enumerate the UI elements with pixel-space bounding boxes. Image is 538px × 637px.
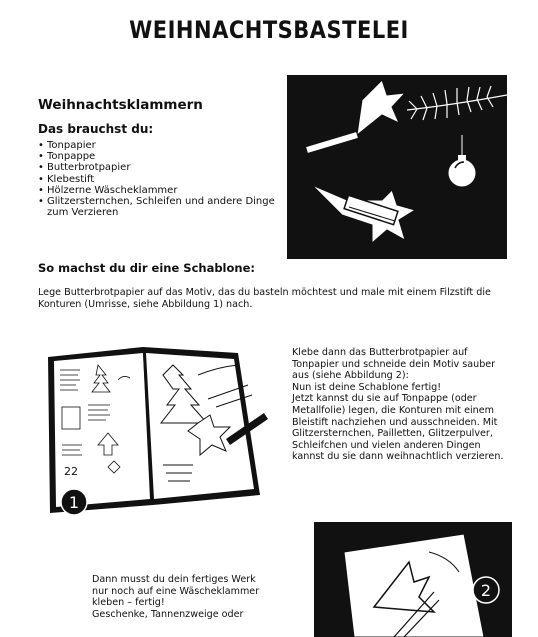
text-line: kleben – fertig! — [92, 597, 165, 609]
list-item: • Hölzerne Wäscheklammer — [38, 185, 278, 196]
section-heading: Weihnachtsklammern — [38, 97, 203, 113]
steps-left-paragraph — [92, 574, 292, 620]
list-item: • Tonpapier — [38, 140, 278, 151]
list-item: • Butterbrotpapier — [38, 162, 278, 173]
materials-heading: Das brauchst du: — [38, 122, 154, 136]
star-clothespin-illustration — [287, 75, 507, 259]
list-item: • Klebestift — [38, 174, 278, 185]
page-title: WEIHNACHTSBASTELEI — [129, 16, 409, 44]
cutting-illustration — [314, 522, 512, 637]
text-line: Nun ist deine Schablone fertig! — [292, 381, 442, 393]
steps-right-paragraph — [292, 347, 514, 463]
text-line: Bleistift nachziehen und ausschneiden. Mit — [292, 416, 498, 428]
list-item: • Glitzersternchen, Schleifen und andere Dinge zum Verzieren — [38, 196, 278, 218]
book-page-number: 22 — [64, 465, 78, 478]
howto-heading: So machst du dir eine Schablone: — [38, 261, 255, 275]
figure-number-2: 2 — [480, 581, 492, 600]
text-line: aus (siehe Abbildung 2): — [292, 370, 409, 382]
text-line: Geschenke, Tannenzweige oder — [92, 608, 244, 620]
text-line: kannst du sie dann weihnachtlich verzieren. — [292, 451, 504, 463]
text-line: Klebe dann das Butterbrotpapier auf — [292, 347, 468, 358]
text-line: nur noch auf eine Wäscheklammer — [92, 585, 260, 597]
intro-paragraph: Lege Butterbrotpapier auf das Motiv, das du basteln möchtest und male mit einem Filzstift die Konturen (Umrisse, siehe Abbildung 1) nach. — [38, 287, 491, 310]
text-line: Metallfolie) legen, die Konturen mit einem — [292, 404, 494, 416]
text-line: Jetzt kannst du sie auf Tonpappe (oder — [292, 393, 477, 405]
materials-list — [38, 140, 278, 218]
tracing-book-illustration — [38, 335, 268, 517]
list-item: • Tonpappe — [38, 151, 278, 162]
text-line: Tonpapier und schneide dein Motiv sauber — [292, 358, 496, 370]
text-line: Schleifchen und vielen anderen Dingen — [292, 439, 481, 451]
text-line: Glitzersternchen, Pailletten, Glitzerpulver, — [292, 428, 493, 440]
text-line: Dann musst du dein fertiges Werk — [92, 574, 256, 585]
figure-number-1: 1 — [68, 493, 80, 512]
